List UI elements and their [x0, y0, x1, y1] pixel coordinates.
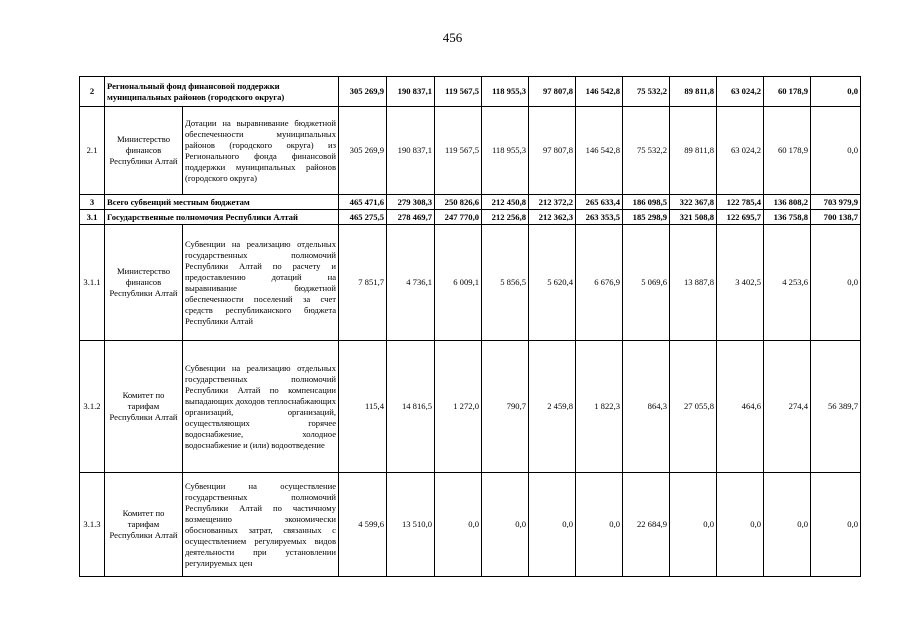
- row-code: 2.1: [80, 107, 105, 195]
- budget-table: [79, 76, 861, 577]
- value-cell: 4 736,1: [387, 225, 435, 341]
- value-cell: 56 389,7: [811, 341, 861, 473]
- table-row: [80, 77, 861, 107]
- value-cell: 146 542,8: [576, 107, 623, 195]
- value-cell: 0,0: [435, 473, 482, 577]
- value-cell: 212 372,2: [529, 195, 576, 210]
- value-cell: 5 069,6: [623, 225, 670, 341]
- row-description: Субвенции на реализацию отдельных государственных полномочий Республики Алтай по компенсации выпадающих доходов теплоснабжающих организаций, организаций, осуществляющих горячее водоснабжение, холодное водоснабжение и (или) водоотведение: [183, 341, 339, 473]
- value-cell: 63 024,2: [717, 77, 764, 107]
- value-cell: 322 367,8: [670, 195, 717, 210]
- value-cell: 790,7: [482, 341, 529, 473]
- value-cell: 278 469,7: [387, 210, 435, 225]
- row-code: 3.1.3: [80, 473, 105, 577]
- value-cell: 864,3: [623, 341, 670, 473]
- value-cell: 63 024,2: [717, 107, 764, 195]
- value-cell: 321 508,8: [670, 210, 717, 225]
- value-cell: 13 510,0: [387, 473, 435, 577]
- value-cell: 146 542,8: [576, 77, 623, 107]
- table-row: [80, 195, 861, 210]
- value-cell: 4 253,6: [764, 225, 811, 341]
- value-cell: 465 275,5: [339, 210, 387, 225]
- value-cell: 0,0: [811, 225, 861, 341]
- value-cell: 190 837,1: [387, 107, 435, 195]
- value-cell: 247 770,0: [435, 210, 482, 225]
- value-cell: 4 599,6: [339, 473, 387, 577]
- value-cell: 0,0: [764, 473, 811, 577]
- value-cell: 89 811,8: [670, 107, 717, 195]
- row-code: 3.1: [80, 210, 105, 225]
- row-organization: Комитет по тарифам Республики Алтай: [105, 473, 183, 577]
- value-cell: 6 009,1: [435, 225, 482, 341]
- value-cell: 186 098,5: [623, 195, 670, 210]
- table-row: [80, 473, 861, 577]
- page-number: 456: [442, 30, 463, 45]
- value-cell: 119 567,5: [435, 107, 482, 195]
- value-cell: 13 887,8: [670, 225, 717, 341]
- value-cell: 464,6: [717, 341, 764, 473]
- value-cell: 97 807,8: [529, 107, 576, 195]
- value-cell: 97 807,8: [529, 77, 576, 107]
- value-cell: 27 055,8: [670, 341, 717, 473]
- row-code: 2: [80, 77, 105, 107]
- value-cell: 0,0: [529, 473, 576, 577]
- value-cell: 136 758,8: [764, 210, 811, 225]
- value-cell: 89 811,8: [670, 77, 717, 107]
- value-cell: 263 353,5: [576, 210, 623, 225]
- value-cell: 465 471,6: [339, 195, 387, 210]
- value-cell: 305 269,9: [339, 107, 387, 195]
- value-cell: 118 955,3: [482, 107, 529, 195]
- value-cell: 2 459,8: [529, 341, 576, 473]
- value-cell: 75 532,2: [623, 107, 670, 195]
- value-cell: 75 532,2: [623, 77, 670, 107]
- row-title: Всего субвенций местным бюджетам: [105, 195, 339, 210]
- value-cell: 22 684,9: [623, 473, 670, 577]
- value-cell: 122 695,7: [717, 210, 764, 225]
- value-cell: 60 178,9: [764, 107, 811, 195]
- value-cell: 212 256,8: [482, 210, 529, 225]
- value-cell: 14 816,5: [387, 341, 435, 473]
- value-cell: 5 856,5: [482, 225, 529, 341]
- value-cell: 703 979,9: [811, 195, 861, 210]
- row-description: Дотации на выравнивание бюджетной обеспеченности муниципальных районов (городского округа) из Регионального фонда финансовой поддержки муниципальных районов (городского округа): [183, 107, 339, 195]
- value-cell: 274,4: [764, 341, 811, 473]
- value-cell: 0,0: [576, 473, 623, 577]
- value-cell: 136 808,2: [764, 195, 811, 210]
- value-cell: 0,0: [811, 77, 861, 107]
- row-description: Субвенции на реализацию отдельных государственных полномочий Республики Алтай по расчету и предоставлению дотаций на выравнивание бюджетной обеспеченности поселений за счет средств республиканского бюджета Республики Алтай: [183, 225, 339, 341]
- row-organization: Комитет по тарифам Республики Алтай: [105, 341, 183, 473]
- row-organization: Министерство финансов Республики Алтай: [105, 107, 183, 195]
- row-description: Субвенции на осуществление государственных полномочий Республики Алтай по частичному возмещению экономически обоснованных затрат, связанных с осуществлением регулируемых видов деятельности при установлении регулируемых цен: [183, 473, 339, 577]
- value-cell: 212 450,8: [482, 195, 529, 210]
- value-cell: 60 178,9: [764, 77, 811, 107]
- value-cell: 305 269,9: [339, 77, 387, 107]
- table-row: [80, 210, 861, 225]
- value-cell: 279 308,3: [387, 195, 435, 210]
- value-cell: 7 851,7: [339, 225, 387, 341]
- value-cell: 0,0: [482, 473, 529, 577]
- value-cell: 115,4: [339, 341, 387, 473]
- row-organization: Министерство финансов Республики Алтай: [105, 225, 183, 341]
- row-title: Государственные полномочия Республики Алтай: [105, 210, 339, 225]
- value-cell: 1 822,3: [576, 341, 623, 473]
- value-cell: 0,0: [670, 473, 717, 577]
- table-row: [80, 225, 861, 341]
- value-cell: 1 272,0: [435, 341, 482, 473]
- value-cell: 119 567,5: [435, 77, 482, 107]
- value-cell: 212 362,3: [529, 210, 576, 225]
- row-code: 3.1.2: [80, 341, 105, 473]
- value-cell: 5 620,4: [529, 225, 576, 341]
- value-cell: 250 826,6: [435, 195, 482, 210]
- table-row: [80, 341, 861, 473]
- row-code: 3: [80, 195, 105, 210]
- value-cell: 700 138,7: [811, 210, 861, 225]
- value-cell: 6 676,9: [576, 225, 623, 341]
- value-cell: 3 402,5: [717, 225, 764, 341]
- value-cell: 118 955,3: [482, 77, 529, 107]
- value-cell: 185 298,9: [623, 210, 670, 225]
- value-cell: 122 785,4: [717, 195, 764, 210]
- table-row: [80, 107, 861, 195]
- value-cell: 190 837,1: [387, 77, 435, 107]
- row-title: Региональный фонд финансовой поддержки муниципальных районов (городского округа): [105, 77, 339, 107]
- value-cell: 0,0: [811, 107, 861, 195]
- row-code: 3.1.1: [80, 225, 105, 341]
- value-cell: 265 633,4: [576, 195, 623, 210]
- value-cell: 0,0: [811, 473, 861, 577]
- value-cell: 0,0: [717, 473, 764, 577]
